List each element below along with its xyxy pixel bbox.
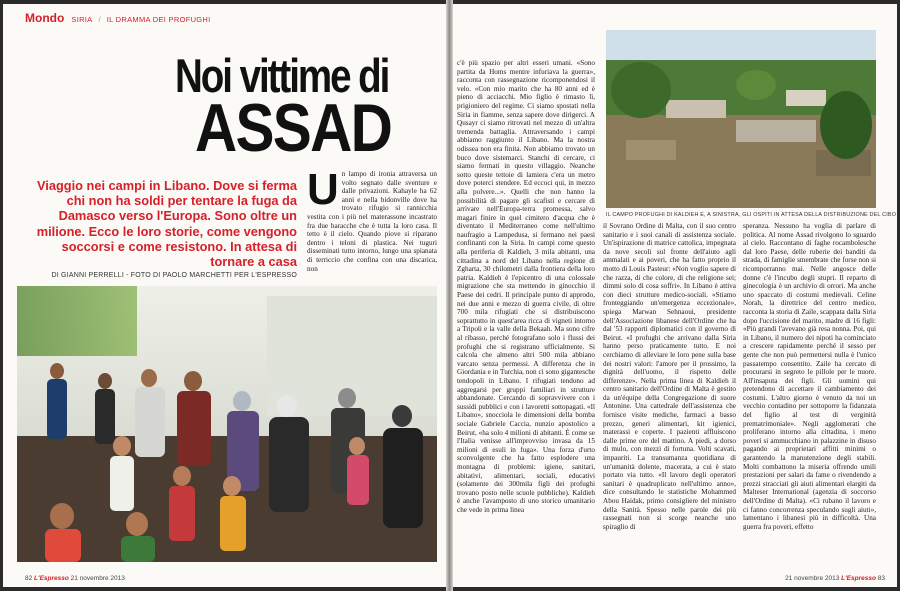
byline: DI GIANNI PERRELLI - FOTO DI PAOLO MARCHETTI PER L'ESPRESSO [51,272,297,279]
spread-gutter [446,0,453,591]
headline-line-2: ASSAD [195,90,392,166]
left-page [3,4,448,587]
right-issue-date: 21 novembre 2013 [785,575,840,582]
right-page-number: 83 [877,575,885,582]
photo-caption: IL CAMPO PROFUGHI DI KALDIEH E, A SINISTRA, GLI OSPITI IN ATTESA DELLA DISTRIBUZIONE DEL CIBO [606,212,897,218]
article-column-4: speranza. Nessuno ha voglia di parlare di politica. Al nome Assad rivolgono lo sguardo al cielo. Raccontano di faghe rocambolesche dal loro Paese, delle ruberie dei banditi da strada, di famiglie smembrate che forse non si ricomporranno mai. Nelle angosce delle donne c'è l'incubo degli stupri. Il reparto di ginecologia è un archivio di orrori. Ma anche uno spaccato di costumi medievali. Celine Norah, la direttrice del centro medico, racconta la storia di Zaile, scappata dalla Siria dopo l'uccisione del marito, madre di 16 figli: «Più grandi l'avevano già resa nonna. Poi, qui in Libano, il numero dei nipoti ha cominciato a crescere rapidamente perché il sesso per gente che non può permettersi nulla è l'unico passatempo consentito. Zaile ha cercato di procurarsi in segreto le pillole per le nuore. All'insaputa dei figli. Gli uomini qui pretendono di accettare il cambiamento dei costumi. L'altro giorno è venuto da noi un vecchio contadino per sottoporre la fidanzata del figlio al test di verginità prematrimoniale». Negli agglomerati che proliferano intorno alla cittadina, i meno poveri si ammucchiano in palazzine in disuso pagando ai proprietari affitti minimi o garantendo la manutenzione degli stabili. Molti combattono la miseria offrendo umili prestazioni per salari da fame o rivendendo a prezzi stracciati gli aiuti alimentari elargiti da Malteser International (agenzia di soccorso dell'Ordine di Malta). «Ci rubano il lavoro e ci fanno concorrenza speculando sugli aiuti», lamentano i libanesi più in difficoltà. Una guerra fra poveri, effetto [743,222,876,531]
section-label: Mondo [25,11,65,25]
left-magazine-name: L'Espresso [34,575,69,582]
column-1-text: n lampo di ironia attraversa un volto segnato dalle sventure e dalle privazioni. Kahayle ha 62 anni e nella bidonville dove ha trovato rifugio si rannicchia vestita con i più nel materassone incastrato fra due baracche che è tutta la loro casa. Il tetto è il cielo. Quando piove si riparano dentro i teloni di plastica. Nei tuguri disseminati tutto intorno, lungo una spianata di terriccio che confina con una discarica, non [307,170,437,273]
topic-label: IL DRAMMA DEI PROFUGHI [106,15,211,24]
standfirst: Viaggio nei campi in Libano. Dove si ferma chi non ha soldi per tentare la fuga da Damasco verso l'Europa. Sono oltre un milione. Ecco le loro storie, come vengono soccorsi e come resistono. In attesa di tornare a casa [36,178,297,270]
right-footer [785,575,885,582]
right-page [451,4,897,587]
right-magazine-name: L'Espresso [841,575,876,582]
camp-photo [606,30,876,208]
left-footer [25,575,125,582]
drop-cap: U [307,170,339,214]
section-header [25,11,211,25]
left-page-number: 82 [25,575,33,582]
headline-line-1: Noi vittime di [175,49,389,102]
left-issue-date: 21 novembre 2013 [70,575,125,582]
rubric-separator: / [98,15,101,24]
article-column-2: c'è più spazio per altri esseri umani. «Sono partita da Homs mentre infuriava la guerra», racconta con rassegnazione ricomponendosi il velo. «Con mio marito che ha 80 anni ed è pieno di acciacchi. Mio figlio è rimasto lì, prigioniero del regime. Ci siamo spostati nella Siria in fiamme, senza sapere dove dirigerci. A Qusayr ci siamo ritrovati nel mezzo di un'altra tremenda battaglia. Attraversando i campi abbiamo raggiunto il Libano. Ma la nostra odissea non era finita. Non abbiamo trovato un buco dove sistemarci. Stanchi di cercare, ci siamo fermati in questo villaggio. Neanche sotto queste tettoie di lamiera c'era un metro dove poterci stendere. Ed eccoci qui, in mezzo alla polvere...». Quelli che non hanno la possibilità di pagare gli scafisti e cercare di arrivare nell'Europa-terra promessa, salvo magari finire in quel cimitero d'acqua che è diventato il Mediterraneo come nell'ultimo naufragio a Lampedusa, si fermano nei paesi confinanti con la Siria. In campi come questo alla periferia di Kaldieh, 3 mila abitanti, una cittadina a nord del Libano nella regione di Zgharta, 30 chilometri dalla frontiera della loro patria. Kaldieh è l'epicentro di una colossale migrazione che sta mettendo in ginocchio il Paese dei cedri. Il principale punto di approdo, nei due anni e mezzo di guerra civile, di oltre 700 mila rifugiati che si distribuiscono soprattutto in quest'area ricca di vigneti intorno a Tripoli e la valle della Bekaah. Ma sono cifre al ribasso, perché fotografano solo i flussi dei profughi che si registrano ufficialmente. Si calcola che almeno altri 500 mila abbiano varcato senza permessi. A differenza che in Giordania e in Turchia, non ci sono gigantesche tendopoli in Libano. I rifugiati tendono ad aggregarsi per gruppi familiari in strutture abbandonate. Cercando di sopravvivere con i sussidi pubblici e con i lavoretti sottopagati. «Il Libano», snocciola le dimensioni della bomba sociale Gabriele Caccia, nunzio apostolico a Beirut, «ha solo 4 milioni di abitanti. È come se l'Italia venisse all'improvviso invasa da 15 milioni di esuli in fuga». Una forza d'urto sconvolgente che ha fatto esplodere una montagna di problemi: igiene, sanitari, abitativi, alimentari, sociali, educativi (solamente dei 300mila figli dei profughi trovano posto nelle scuole pubbliche). Kaldieh è anche l'avamposto di uno storico umanitario che vede in prima linea [457,59,595,514]
article-column-1 [307,170,437,282]
rubric-label: SIRIA [71,15,93,24]
article-column-3: il Sovrano Ordine di Malta, con il suo centro sanitario e i suoi canali di assistenza sociale. Un'ispirazione di matrice cattolica, impegnata da nove secoli sul fronte dell'aiuto agli ammalati e ai poveri, che ha fatto proprio il motto di Louis Pasteur: «Non voglio sapere di che razza, di che colore, di che religione sei; dimmi solo di cosa soffri». In Libano è attiva con dieci strutture medico-sociali. «Stiamo fronteggiando un'emergenza eccezionale», spiega Marwan Sehnaoui, presidente dell'Associazione libanese dell'Ordine che ha dal '53 rapporti diplomatici con il governo di Beirut. «I profughi che arrivano dalla Siria hanno perso praticamente tutto. E noi cerchiamo di alleviare le loro pene sulla base dei nostri valori: l'amore per il prossimo, la dignità dell'uomo, il rispetto delle differenze». Nella prima linea di Kaldieh il centro sanitario dell'Ordine di Malta è gestito da un'équipe della Congregazione di suore Antonine. Una cattedrale dell'assistenza che fornisce visite mediche, farmaci a basso prezzo, generi alimentari, kit igienici, materassi e coperte. I pazienti affluiscono dalle prime ore del mattino. A piedi, a dorso di mulo, con mezzi di fortuna. Volti scavati, impauriti. La transumanza quotidiana di un'umanità dolente, macerata, a cui è stato portato via tutto. «Il lavoro degli operatori sanitari è quadruplicato nell'ultimo anno», dice consultando le statistiche Mohammed Abou Haidak, primo consigliere del ministro della Sanità. Spesso nelle parole dei più rassegnati non si scorge neanche uno spiraglio di [603,222,736,531]
refugees-photo [17,286,437,562]
